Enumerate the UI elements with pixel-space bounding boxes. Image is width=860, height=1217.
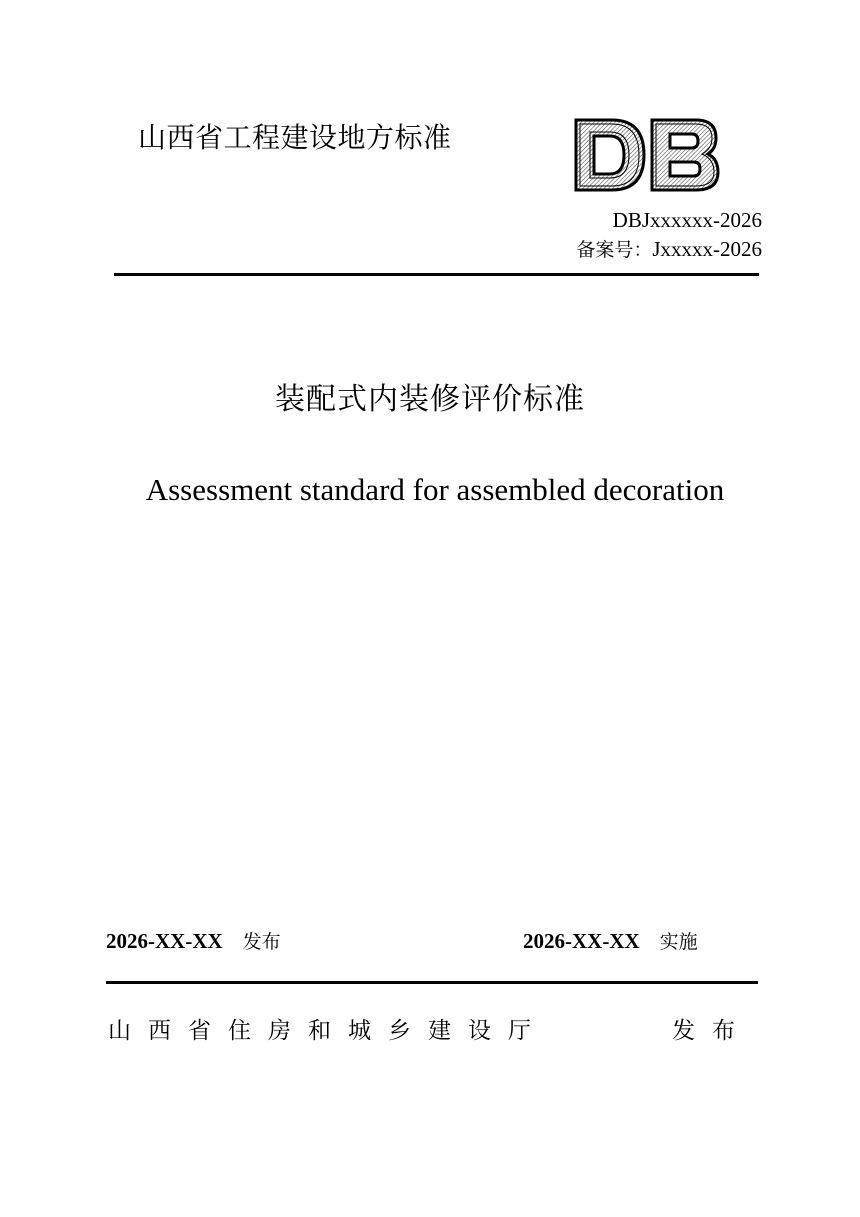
bottom-divider	[106, 981, 758, 984]
publish-word: 发布	[672, 1018, 752, 1044]
filing-value: Jxxxxx-2026	[652, 237, 762, 261]
issue-word: 发布	[242, 931, 281, 953]
implement-word: 实施	[659, 931, 698, 953]
implement-date: 2026-XX-XX	[523, 929, 640, 953]
standard-number: DBJxxxxxx-2026	[612, 208, 762, 232]
top-divider	[114, 273, 759, 276]
filing-label: 备案号：	[576, 239, 653, 261]
document-title-english: Assessment standard for assembled decoration	[145, 472, 725, 507]
document-title-chinese: 装配式内装修评价标准	[275, 382, 585, 417]
implement-date-row	[523, 926, 698, 957]
series-title: 山西省工程建设地方标准	[138, 121, 452, 154]
db-logo	[572, 114, 722, 196]
issue-date-row	[106, 926, 281, 957]
publisher-name: 山西省住房和城乡建设厅	[108, 1018, 548, 1044]
issue-date: 2026-XX-XX	[106, 929, 223, 953]
filing-number	[576, 235, 762, 264]
